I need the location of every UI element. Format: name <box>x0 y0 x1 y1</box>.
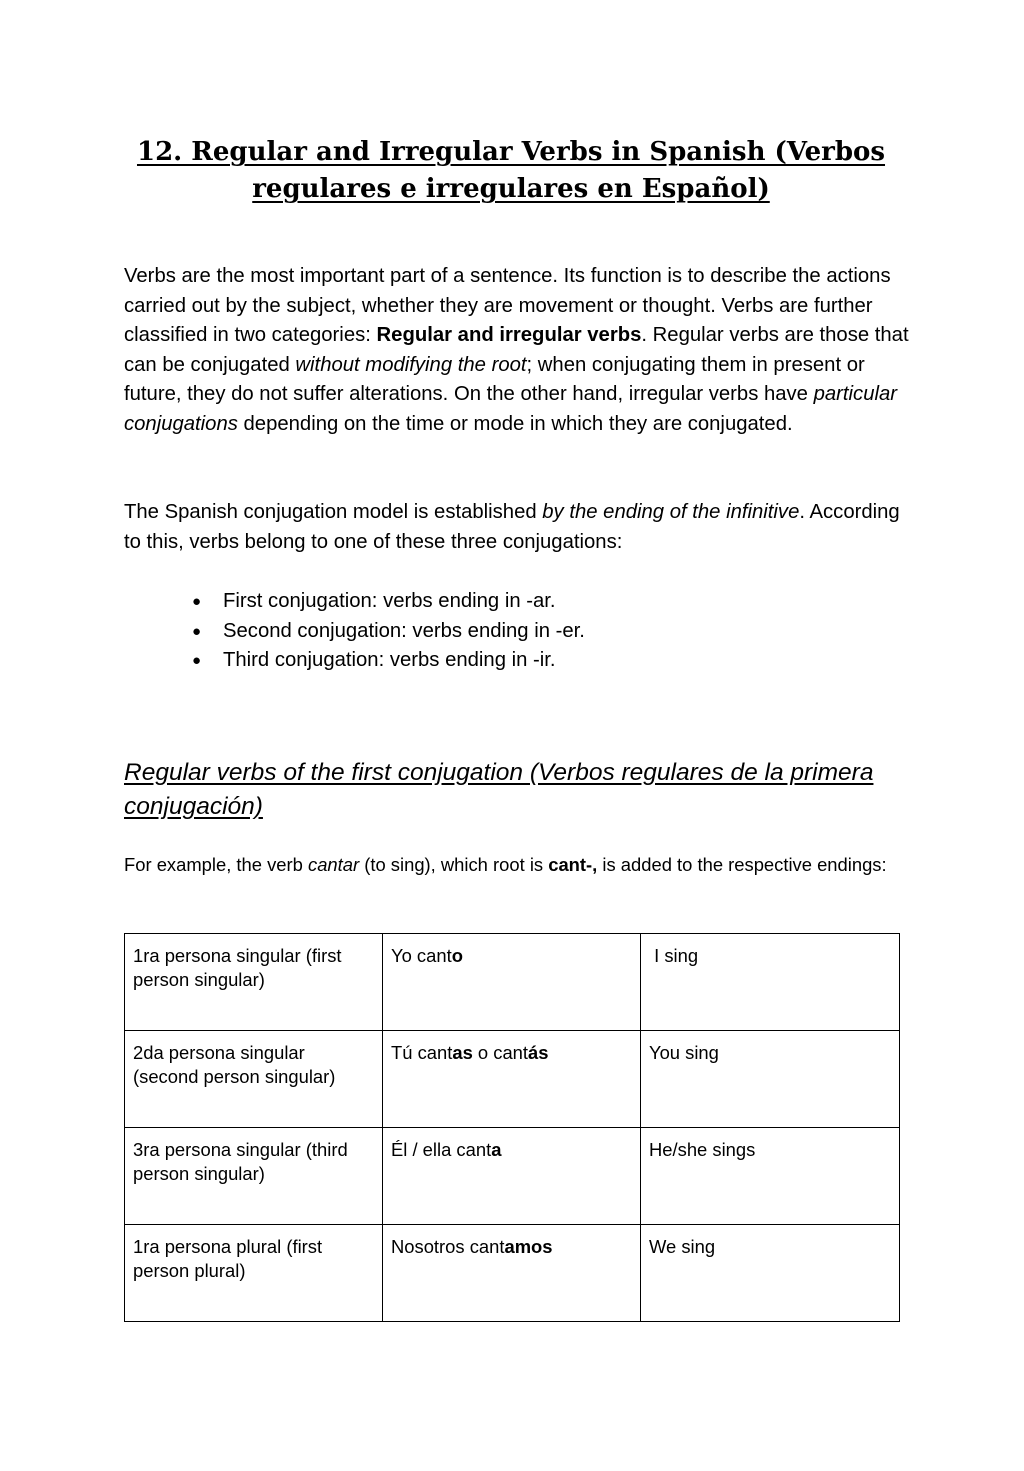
intro-text-4: depending on the time or mode in which they are conjugated. <box>237 412 793 435</box>
intro-text-1: Verbs are the most important part of a sentence. Its function is to describe the actions carried out by the subject, whether they are movement or thought. Verbs are further classified in two categories: <box>124 265 891 346</box>
english-cell: He/she sings <box>641 1128 900 1225</box>
example-text-3: is added to the respective endings: <box>597 854 887 875</box>
list-item <box>192 646 585 676</box>
spanish-cell <box>383 1031 641 1128</box>
list-item <box>192 617 585 647</box>
section-heading: Regular verbs of the first conjugation (Verbos regulares de la primera conjugación) <box>124 759 874 820</box>
english-text: I sing <box>649 945 699 966</box>
list-item <box>192 587 585 617</box>
model-italic-ending: by the ending of the infinitive <box>542 501 800 523</box>
spanish-stem: Yo cant <box>391 945 452 966</box>
model-text-1: The Spanish conjugation model is established <box>124 501 543 523</box>
list-item-text: First conjugation: verbs ending in -ar. <box>223 590 556 612</box>
spanish-stem: Nosotros cant <box>391 1236 505 1257</box>
spanish-stem: Tú cant <box>391 1042 453 1063</box>
intro-text-2: . Regular verbs are those that can be conjugated <box>124 324 909 376</box>
english-cell: We sing <box>641 1225 900 1322</box>
person-cell: 1ra persona plural (first person plural) <box>125 1225 383 1322</box>
spanish-ending: a <box>491 1139 502 1160</box>
table-row <box>125 934 900 1031</box>
example-paragraph <box>124 851 914 878</box>
page-title: 12. Regular and Irregular Verbs in Spanish (Verbos regulares e irregulares en Español) <box>136 137 886 204</box>
table-row <box>125 1031 900 1128</box>
example-bold-root: cant-, <box>548 854 598 875</box>
spanish-ending: as <box>452 1042 473 1063</box>
spanish-cell <box>383 1225 641 1322</box>
conjugation-table <box>124 933 900 1322</box>
list-item-text: Third conjugation: verbs ending in -ir. <box>223 649 556 671</box>
spanish-ending: o <box>451 945 463 966</box>
intro-paragraph <box>124 262 914 439</box>
model-paragraph <box>124 498 914 557</box>
person-cell: 3ra persona singular (third person singular) <box>125 1128 383 1225</box>
example-italic-verb: cantar <box>308 854 360 875</box>
bullet-icon: ● <box>192 593 202 610</box>
table-row <box>125 1225 900 1322</box>
spanish-ending: amos <box>504 1236 553 1257</box>
example-text-1: For example, the verb <box>124 854 308 875</box>
conjugation-list <box>192 587 585 676</box>
bullet-icon: ● <box>192 622 202 640</box>
example-text-2: (to sing), which root is <box>359 854 549 875</box>
spanish-stem-alt: o cant <box>472 1042 529 1063</box>
intro-italic-root: without modifying the root <box>295 353 527 376</box>
english-cell <box>641 934 900 1031</box>
intro-bold-categories: Regular and irregular verbs <box>376 324 642 346</box>
person-cell: 2da persona singular (second person singular) <box>125 1031 383 1128</box>
english-cell: You sing <box>641 1031 900 1128</box>
spanish-ending-alt: ás <box>528 1042 549 1063</box>
list-item-text: Second conjugation: verbs ending in -er. <box>223 619 585 642</box>
spanish-stem: Él / ella cant <box>391 1139 492 1160</box>
bullet-icon: ● <box>192 652 202 669</box>
table-row <box>125 1128 900 1225</box>
spanish-cell <box>383 1128 641 1225</box>
model-text-2: . According to this, verbs belong to one of these three conjugations: <box>124 501 900 553</box>
intro-italic-particular: particular conjugations <box>124 383 898 435</box>
intro-text-3: ; when conjugating them in present or future, they do not suffer alterations. On the other hand, irregular verbs have <box>124 353 865 405</box>
person-cell: 1ra persona singular (first person singular) <box>125 934 383 1031</box>
spanish-cell <box>383 934 641 1031</box>
